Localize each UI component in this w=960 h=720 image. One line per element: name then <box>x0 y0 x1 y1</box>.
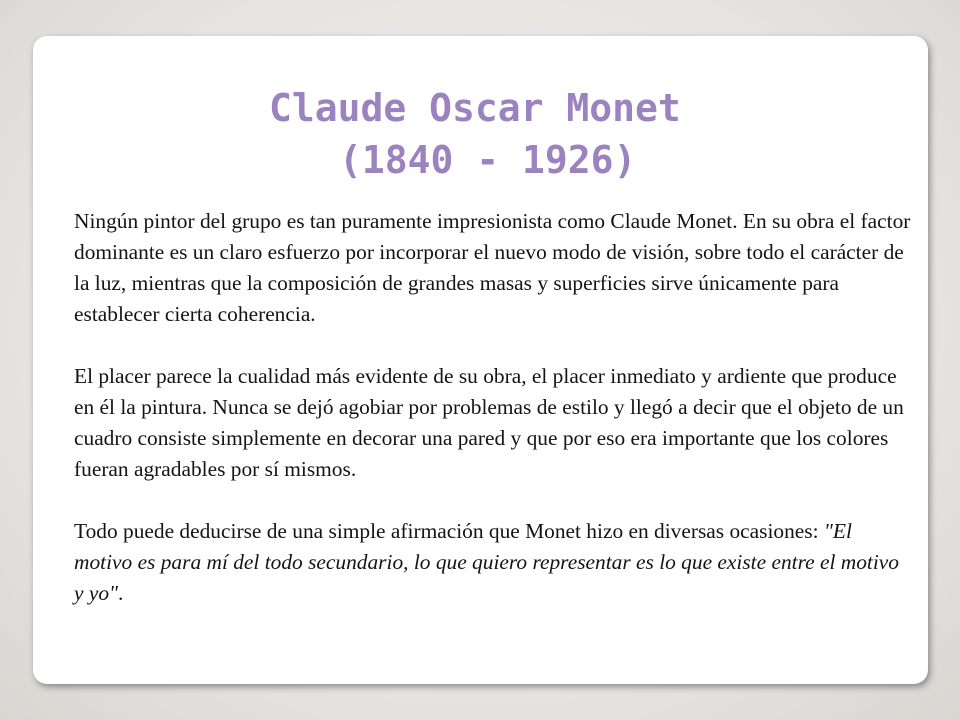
slide-body <box>74 206 912 609</box>
paragraph-3 <box>74 516 912 609</box>
monet-quote: "El motivo es para mí del todo secundario, lo que quiero representar es lo que existe entre el motivo y yo" <box>74 519 899 605</box>
paragraph-1: Ningún pintor del grupo es tan puramente impresionista como Claude Monet. En su obra el factor dominante es un claro esfuerzo por incorporar el nuevo modo de visión, sobre todo el carácter de la luz, mientras que la composición de grandes masas y superficies sirve únicamente para establecer cierta coherencia. <box>74 209 911 326</box>
title-name: Claude Oscar Monet <box>269 86 681 130</box>
paragraph-3-intro: Todo puede deducirse de una simple afirmación que Monet hizo en diversas ocasiones: <box>74 519 824 543</box>
paragraph-3-end: . <box>118 581 124 605</box>
title-years: (1840 - 1926) <box>339 138 637 182</box>
slide-title <box>33 82 928 186</box>
paragraph-2: El placer parece la cualidad más evidente de su obra, el placer inmediato y ardiente que produce en él la pintura. Nunca se dejó agobiar por problemas de estilo y llegó a decir que el objeto de un cuadro consiste simplemente en decorar una pared y que por eso era importante que los colores fueran agradables por sí mismos. <box>74 364 904 481</box>
slide-card <box>33 36 928 684</box>
